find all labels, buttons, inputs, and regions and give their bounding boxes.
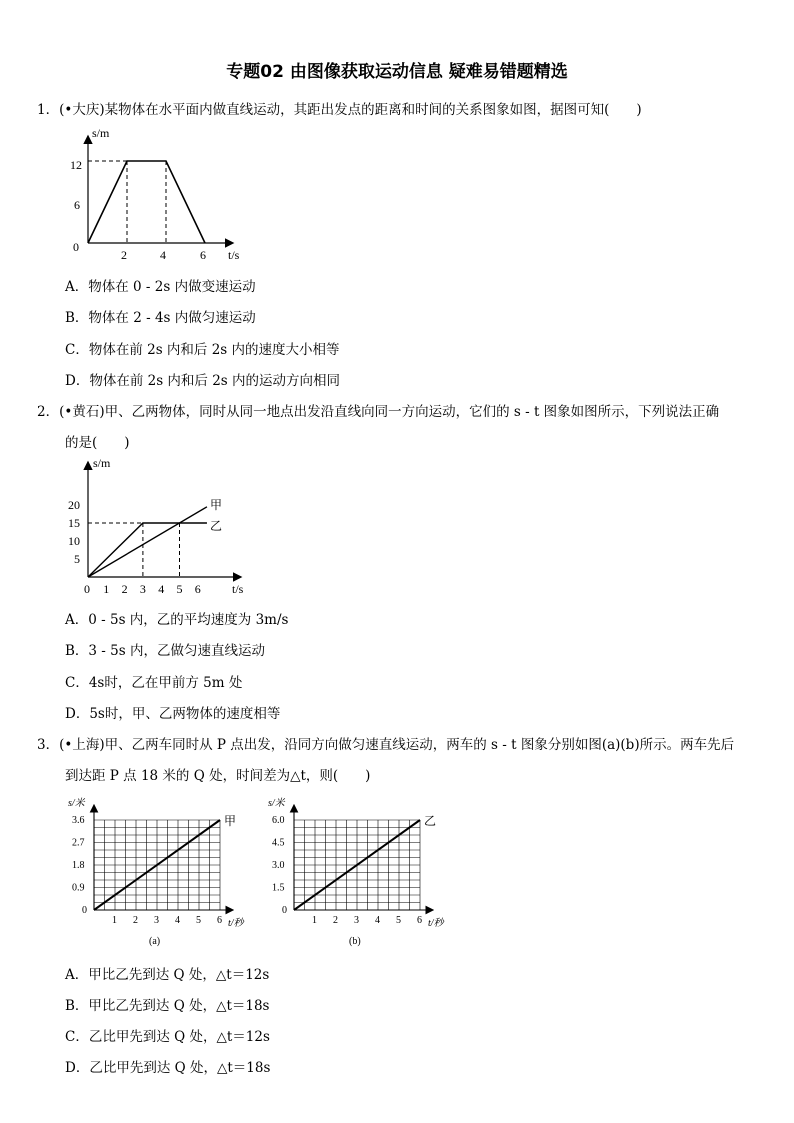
q2-legend-yi: 乙: [210, 519, 223, 533]
q3b-xtick-0: 1: [312, 915, 317, 926]
q3b-xtick-5: 6: [417, 915, 422, 926]
q2-series-yi: [88, 523, 207, 577]
page-title: 专题02 由图像获取运动信息 疑难易错题精选: [226, 62, 568, 82]
q1-series-line: [88, 161, 205, 243]
q3b-ytick-0: 1.5: [272, 882, 285, 894]
q1-ytick-6: 6: [74, 198, 80, 212]
q2-xtick-6: 6: [194, 582, 201, 596]
q2-xtick-1: 1: [103, 582, 110, 596]
q1-option-c[interactable]: C．物体在前 2s 内和后 2s 内的速度大小相等: [65, 342, 340, 358]
q2-option-c[interactable]: C．4s时，乙在甲前方 5m 处: [65, 675, 243, 691]
q3b-origin: 0: [282, 905, 287, 916]
q1-option-d[interactable]: D．物体在前 2s 内和后 2s 内的运动方向相同: [65, 373, 341, 389]
q2-xtick-4: 4: [158, 582, 165, 596]
q3a-xtick-3: 4: [175, 915, 180, 926]
q3b-xtick-1: 2: [333, 915, 338, 926]
q3-option-b[interactable]: B．甲比乙先到达 Q 处，△t＝18s: [65, 998, 270, 1014]
q2-xtick-3: 3: [139, 582, 146, 596]
q3b-x-label: t/秒: [428, 918, 444, 929]
q1-ytick-12: 12: [70, 158, 82, 172]
q3a-series-label: 甲: [224, 814, 237, 828]
q2-series-jia: [88, 507, 207, 577]
q3a-origin: 0: [82, 905, 87, 916]
q1-xtick-6: 6: [200, 248, 206, 262]
q3a-ytick-3: 3.6: [72, 815, 85, 826]
q3b-xtick-4: 5: [396, 915, 401, 926]
q3a-x-label: t/秒: [228, 918, 244, 929]
q3a-ytick-0: 0.9: [72, 882, 85, 894]
q3-option-c[interactable]: C．乙比甲先到达 Q 处，△t＝12s: [65, 1029, 270, 1045]
q2-ytick-20: 20: [68, 498, 80, 512]
q1-option-a[interactable]: A．物体在 0 - 2s 内做变速运动: [65, 279, 256, 295]
q1-xtick-2: 2: [121, 248, 127, 262]
q1-origin: 0: [73, 240, 79, 254]
q2-graph: [60, 455, 260, 600]
q3b-ytick-1: 3.0: [272, 860, 285, 871]
q2-stem-line1: 2．(•黄石)甲、乙两物体，同时从同一地点出发沿直线向同一方向运动，它们的 s - t 图象如图所示，下列说法正确: [37, 404, 720, 420]
q2-option-d[interactable]: D．5s时，甲、乙两物体的速度相等: [65, 706, 281, 722]
q2-stem-line2: 的是( ): [65, 435, 130, 451]
q3-stem-line2: 到达距 P 点 18 米的 Q 处，时间差为△t，则( ): [65, 768, 371, 784]
q1-xtick-4: 4: [160, 248, 166, 262]
q3a-caption: (a): [149, 936, 161, 947]
q3a-ytick-2: 2.7: [72, 837, 85, 849]
q3a-xtick-0: 1: [112, 915, 117, 926]
q3a-graph: [62, 792, 262, 952]
q3b-ytick-2: 4.5: [272, 837, 285, 849]
q3a-xtick-5: 6: [217, 915, 222, 926]
q3b-ytick-3: 6.0: [272, 815, 285, 826]
q1-option-b[interactable]: B．物体在 2 - 4s 内做匀速运动: [65, 310, 256, 326]
q3b-y-label: s/米: [268, 798, 285, 809]
q2-xtick-2: 2: [121, 582, 128, 596]
q2-option-a[interactable]: A．0 - 5s 内，乙的平均速度为 3m/s: [65, 612, 289, 628]
q1-graph: [60, 125, 250, 265]
q2-ytick-15: 15: [68, 516, 80, 530]
q1-y-label: s/m: [92, 126, 110, 140]
q3a-xtick-2: 3: [154, 915, 159, 926]
q3a-y-label: s/米: [68, 798, 85, 809]
q2-ytick-5: 5: [74, 552, 80, 566]
q3a-xtick-4: 5: [196, 915, 201, 926]
q3b-xtick-2: 3: [354, 915, 359, 926]
q3b-xtick-3: 4: [375, 915, 380, 926]
q2-xtick-5: 5: [176, 582, 183, 596]
q1-stem: 1．(•大庆)某物体在水平面内做直线运动，其距出发点的距离和时间的关系图象如图，据图可知( ): [37, 102, 642, 118]
q3-stem-line1: 3．(•上海)甲、乙两车同时从 P 点出发，沿同方向做匀速直线运动，两车的 s - t 图象分别如图(a)(b)所示。两车先后: [37, 737, 735, 753]
q3a-xtick-1: 2: [133, 915, 138, 926]
q2-option-b[interactable]: B．3 - 5s 内，乙做匀速直线运动: [65, 643, 265, 659]
q2-ytick-10: 10: [68, 534, 80, 548]
q2-y-label: s/m: [93, 456, 111, 470]
q1-x-label: t/s: [228, 248, 240, 262]
q3-option-a[interactable]: A．甲比乙先到达 Q 处，△t＝12s: [65, 967, 270, 983]
q2-legend-jia: 甲: [210, 498, 223, 512]
q3b-series-label: 乙: [424, 814, 437, 828]
q3b-graph: [262, 792, 462, 952]
q3b-caption: (b): [349, 936, 361, 947]
q2-origin: 0: [84, 582, 90, 596]
q3-option-d[interactable]: D．乙比甲先到达 Q 处，△t＝18s: [65, 1060, 271, 1076]
q2-x-label: t/s: [232, 582, 244, 596]
q3a-ytick-1: 1.8: [72, 860, 85, 871]
